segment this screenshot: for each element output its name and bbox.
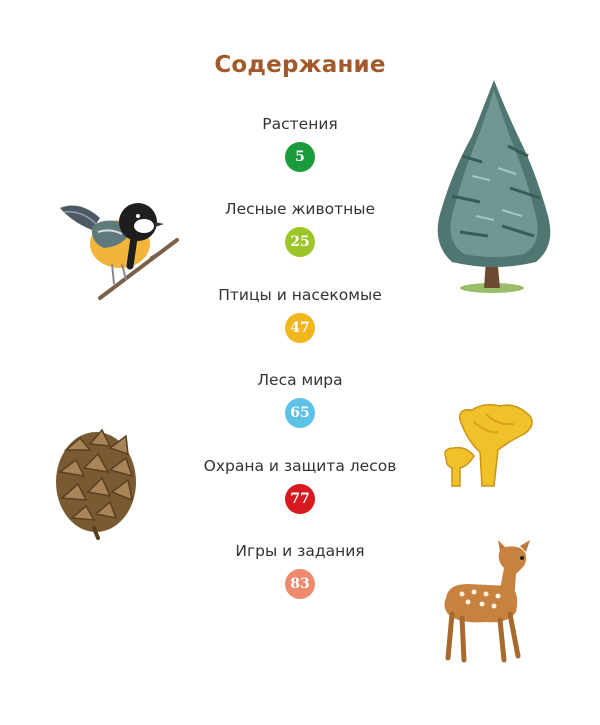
page-number-badge: 47 [285, 313, 315, 343]
toc-entry-forest-animals[interactable] [150, 199, 450, 257]
toc-entry-forest-protection[interactable] [150, 456, 450, 514]
toc-entry-label: Охрана и защита лесов [203, 457, 397, 475]
bird-illustration [52, 188, 187, 313]
toc-entry-birds-insects[interactable] [150, 285, 450, 343]
toc-entry-plants[interactable] [150, 114, 450, 172]
toc-entry-label: Растения [262, 115, 338, 133]
page-title: Содержание [214, 52, 386, 78]
table-of-contents [150, 0, 450, 725]
page-number-badge: 83 [285, 569, 315, 599]
toc-entry-label: Лесные животные [224, 200, 376, 218]
page-number-badge: 25 [285, 227, 315, 257]
page-number-badge: 77 [285, 484, 315, 514]
toc-entry-games-tasks[interactable] [150, 541, 450, 599]
toc-entry-label: Птицы и насекомые [218, 286, 382, 304]
page-number-badge: 65 [285, 398, 315, 428]
pine-cone-illustration [50, 420, 145, 540]
toc-entry-label: Игры и задания [235, 542, 365, 560]
chanterelle-mushroom-illustration [438, 398, 538, 493]
fir-tree-illustration [432, 76, 557, 298]
deer-illustration [438, 540, 550, 664]
toc-entry-world-forests[interactable] [150, 370, 450, 428]
toc-entry-label: Леса мира [257, 371, 343, 389]
page-number-badge: 5 [285, 142, 315, 172]
